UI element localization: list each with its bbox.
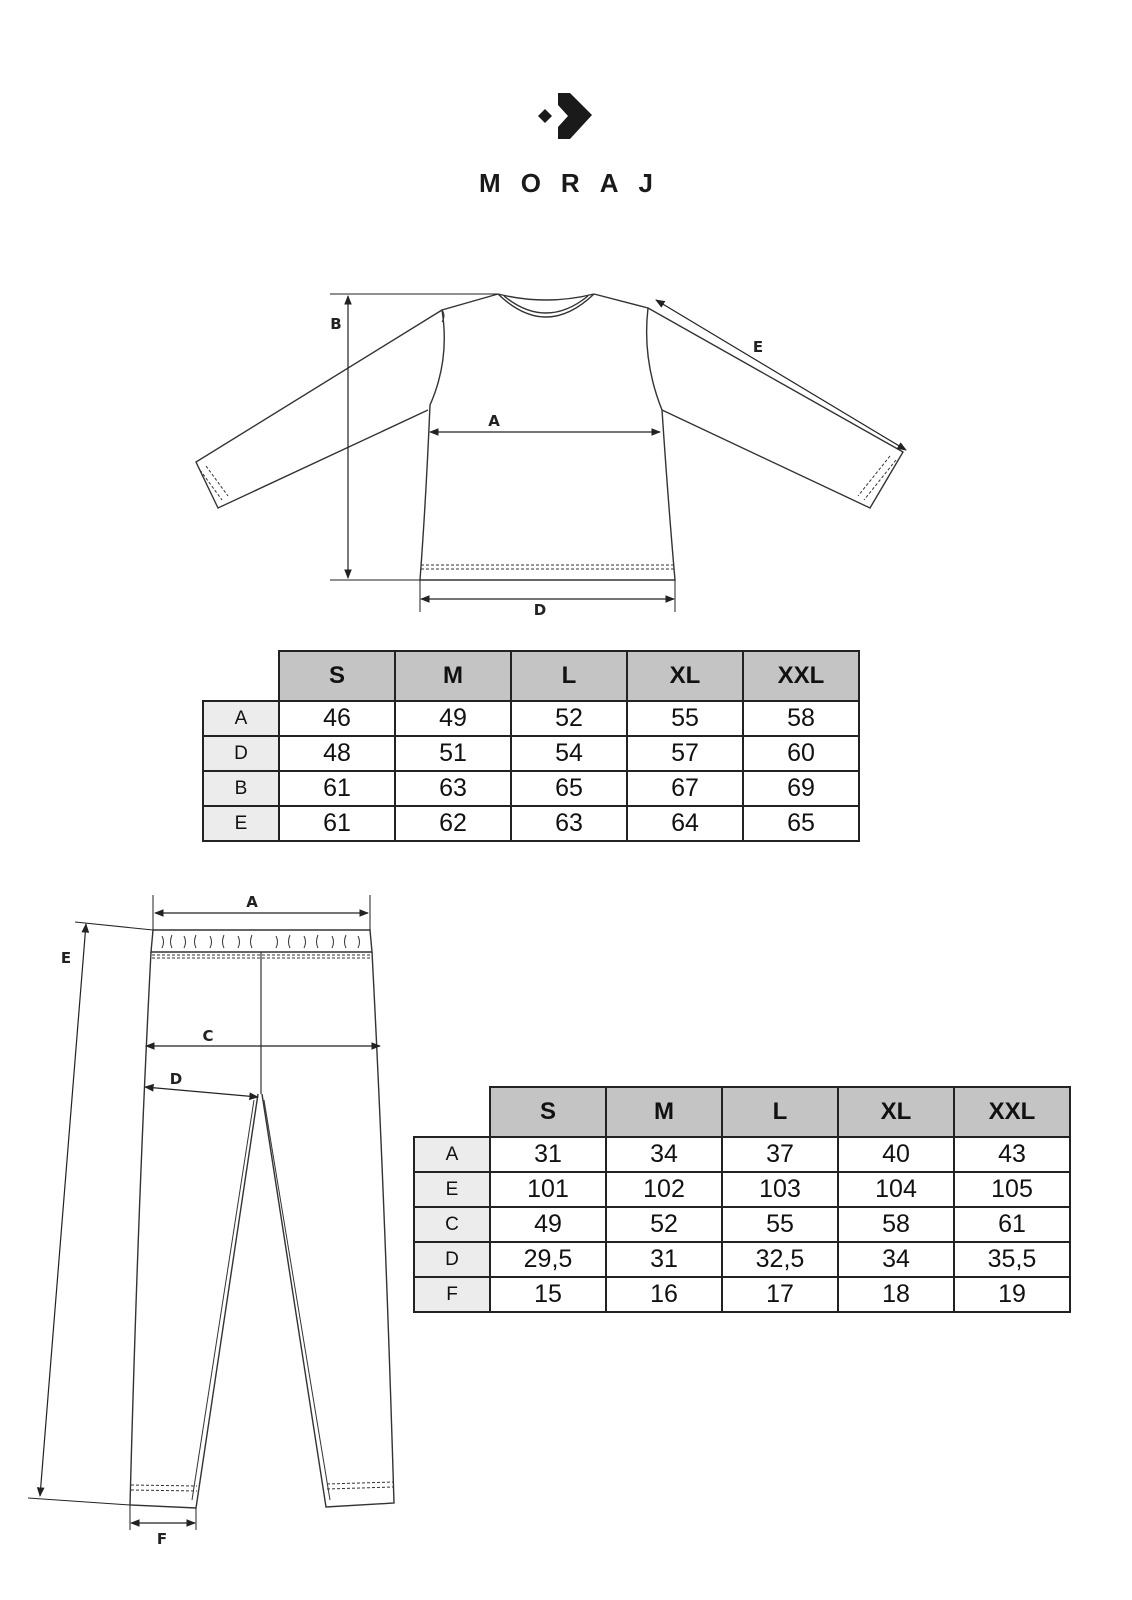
table-row bbox=[203, 701, 859, 736]
table-cell: 35,5 bbox=[954, 1242, 1070, 1277]
pants-label-a: A bbox=[246, 893, 258, 911]
table-cell: 32,5 bbox=[722, 1242, 838, 1277]
table-cell: 49 bbox=[395, 701, 511, 736]
table-cell: 58 bbox=[838, 1207, 954, 1242]
table-row bbox=[203, 771, 859, 806]
table-cell: 103 bbox=[722, 1172, 838, 1207]
shirt-measure-lines bbox=[330, 294, 906, 612]
size-column-header: S bbox=[279, 651, 395, 701]
row-label: A bbox=[414, 1137, 490, 1172]
table-cell: 55 bbox=[722, 1207, 838, 1242]
size-column-header: L bbox=[511, 651, 627, 701]
table-cell: 61 bbox=[279, 806, 395, 841]
table-cell: 46 bbox=[279, 701, 395, 736]
table-cell: 31 bbox=[490, 1137, 606, 1172]
size-column-header: XXL bbox=[954, 1087, 1070, 1137]
table-cell: 63 bbox=[511, 806, 627, 841]
row-label: D bbox=[203, 736, 279, 771]
size-column-header: S bbox=[490, 1087, 606, 1137]
table-cell: 52 bbox=[606, 1207, 722, 1242]
size-column-header: XL bbox=[627, 651, 743, 701]
pants-label-c: C bbox=[202, 1027, 214, 1045]
table-cell: 16 bbox=[606, 1277, 722, 1312]
table-cell: 54 bbox=[511, 736, 627, 771]
table-cell: 55 bbox=[627, 701, 743, 736]
table-cell: 34 bbox=[838, 1242, 954, 1277]
table-cell: 40 bbox=[838, 1137, 954, 1172]
size-column-header: XXL bbox=[743, 651, 859, 701]
table-corner bbox=[414, 1087, 490, 1137]
table-cell: 62 bbox=[395, 806, 511, 841]
table-header-row bbox=[414, 1087, 1070, 1137]
table-cell: 48 bbox=[279, 736, 395, 771]
table-cell: 65 bbox=[511, 771, 627, 806]
table-cell: 104 bbox=[838, 1172, 954, 1207]
row-label: B bbox=[203, 771, 279, 806]
size-column-header: L bbox=[722, 1087, 838, 1137]
table-cell: 61 bbox=[954, 1207, 1070, 1242]
table-cell: 60 bbox=[743, 736, 859, 771]
table-row bbox=[414, 1207, 1070, 1242]
pants-size-table bbox=[413, 1086, 1071, 1313]
table-cell: 69 bbox=[743, 771, 859, 806]
size-column-header: M bbox=[395, 651, 511, 701]
table-cell: 37 bbox=[722, 1137, 838, 1172]
table-corner bbox=[203, 651, 279, 701]
table-cell: 17 bbox=[722, 1277, 838, 1312]
table-cell: 67 bbox=[627, 771, 743, 806]
size-column-header: M bbox=[606, 1087, 722, 1137]
table-cell: 43 bbox=[954, 1137, 1070, 1172]
table-cell: 64 bbox=[627, 806, 743, 841]
table-row bbox=[414, 1242, 1070, 1277]
table-cell: 34 bbox=[606, 1137, 722, 1172]
shirt-label-b: B bbox=[330, 315, 342, 333]
table-cell: 19 bbox=[954, 1277, 1070, 1312]
table-cell: 65 bbox=[743, 806, 859, 841]
table-cell: 102 bbox=[606, 1172, 722, 1207]
table-cell: 101 bbox=[490, 1172, 606, 1207]
table-row bbox=[414, 1172, 1070, 1207]
brand-name: MORAJ bbox=[479, 168, 673, 198]
table-row bbox=[203, 736, 859, 771]
pants-label-d: D bbox=[169, 1070, 183, 1088]
row-label: E bbox=[414, 1172, 490, 1207]
size-column-header: XL bbox=[838, 1087, 954, 1137]
shirt-label-e: E bbox=[752, 338, 764, 356]
table-cell: 18 bbox=[838, 1277, 954, 1312]
pants-label-f: F bbox=[156, 1530, 168, 1548]
shirt-label-a: A bbox=[488, 412, 500, 430]
row-label: E bbox=[203, 806, 279, 841]
row-label: D bbox=[414, 1242, 490, 1277]
row-label: C bbox=[414, 1207, 490, 1242]
table-cell: 105 bbox=[954, 1172, 1070, 1207]
table-cell: 29,5 bbox=[490, 1242, 606, 1277]
table-cell: 57 bbox=[627, 736, 743, 771]
table-cell: 52 bbox=[511, 701, 627, 736]
pants-drawing bbox=[130, 930, 394, 1508]
table-cell: 63 bbox=[395, 771, 511, 806]
row-label: F bbox=[414, 1277, 490, 1312]
table-header-row bbox=[203, 651, 859, 701]
shirt-label-d: D bbox=[533, 601, 547, 619]
shirt-drawing bbox=[196, 294, 903, 580]
table-row bbox=[414, 1137, 1070, 1172]
shirt-size-table bbox=[202, 650, 860, 842]
table-cell: 51 bbox=[395, 736, 511, 771]
table-cell: 49 bbox=[490, 1207, 606, 1242]
table-cell: 61 bbox=[279, 771, 395, 806]
pants-label-e: E bbox=[60, 949, 72, 967]
row-label: A bbox=[203, 701, 279, 736]
table-cell: 15 bbox=[490, 1277, 606, 1312]
pants-measure-lines bbox=[28, 895, 380, 1530]
table-row bbox=[203, 806, 859, 841]
table-cell: 31 bbox=[606, 1242, 722, 1277]
table-row bbox=[414, 1277, 1070, 1312]
table-cell: 58 bbox=[743, 701, 859, 736]
